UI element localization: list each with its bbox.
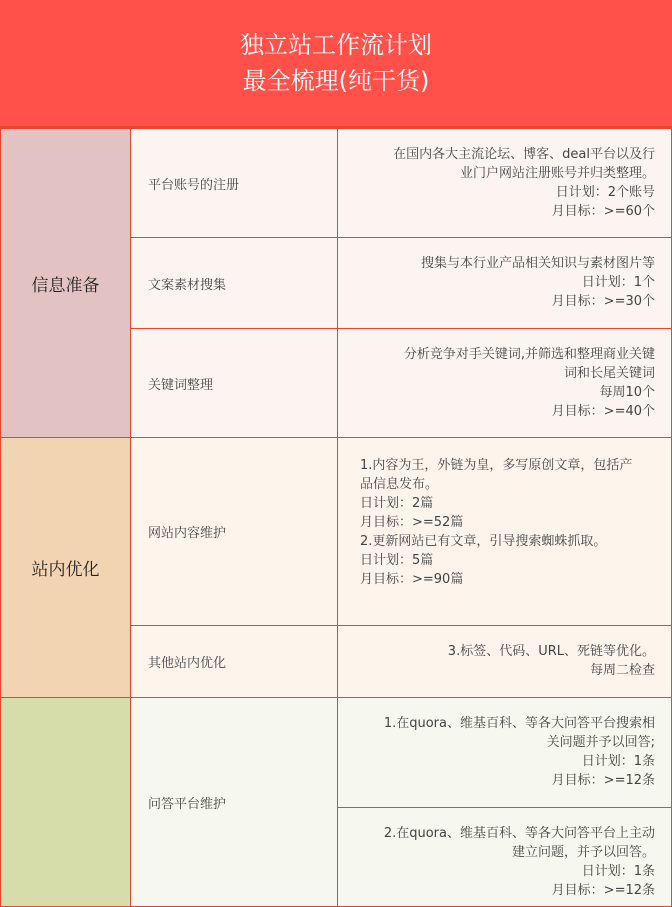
detail-line: 3.标签、代码、URL、死链等优化。	[447, 644, 655, 659]
detail-line: 日计划：5篇	[360, 553, 434, 568]
task-label: 关键词整理	[148, 377, 214, 393]
detail-other-onsite	[337, 625, 672, 698]
detail-line: 每周二检查	[589, 663, 655, 678]
task-account-registration	[130, 128, 338, 238]
category-offsite	[0, 697, 131, 907]
detail-line: 在国内各大主流论坛、博客、deal平台以及行	[393, 147, 655, 162]
detail-line: 月目标：>=12条	[551, 773, 655, 788]
detail-account-registration	[337, 128, 672, 238]
detail-copy-material	[337, 237, 672, 329]
detail-line: 月目标：>=52篇	[360, 515, 464, 530]
detail-line: 日计划：2个账号	[555, 185, 655, 200]
detail-line: 1.在quora、维基百科、等各大问答平台搜索相	[383, 716, 655, 731]
page-header	[0, 0, 672, 128]
detail-site-content	[337, 437, 672, 626]
detail-line: 搜集与本行业产品相关知识与素材图片等	[420, 256, 655, 271]
task-label: 其他站内优化	[148, 656, 227, 671]
detail-qa-answer	[337, 697, 672, 808]
detail-line: 每周10个	[599, 385, 655, 400]
task-site-content	[130, 437, 338, 626]
detail-line: 品信息发布。	[360, 477, 439, 492]
detail-line: 2.更新网站已有文章，引导搜索蜘蛛抓取。	[360, 534, 607, 549]
detail-line: 关问题并予以回答;	[546, 735, 655, 750]
detail-line: 业门户网站注册账号并归类整理。	[459, 166, 655, 181]
title-line-1: 独立站工作流计划	[240, 31, 432, 59]
detail-line: 日计划：2篇	[360, 496, 434, 511]
detail-line: 词和长尾关键词	[563, 366, 655, 381]
task-label: 文案素材搜集	[148, 277, 227, 293]
task-qa-platform	[130, 697, 338, 907]
task-label: 问答平台维护	[148, 796, 227, 812]
category-info-prep	[0, 128, 131, 438]
detail-line: 月目标：>=40个	[551, 404, 655, 419]
detail-line: 月目标：>=90篇	[360, 572, 464, 587]
category-label: 站内优化	[31, 560, 100, 580]
task-label: 平台账号的注册	[148, 177, 240, 193]
detail-line: 分析竞争对手关键词,并筛选和整理商业关键	[403, 347, 655, 362]
category-onsite-optimization	[0, 437, 131, 698]
detail-line: 1.内容为王，外链为皇，多写原创文章，包括产	[360, 458, 633, 473]
detail-keyword-sorting	[337, 328, 672, 438]
detail-line: 日计划：1个	[581, 275, 655, 290]
detail-line: 日计划：1条	[581, 864, 655, 879]
task-keyword-sorting	[130, 328, 338, 438]
detail-line: 2.在quora、维基百科、等各大问答平台上主动	[383, 826, 655, 841]
task-other-onsite	[130, 625, 338, 698]
detail-line: 月目标：>=60个	[551, 204, 655, 219]
task-copy-material	[130, 237, 338, 329]
title-line-2: 最全梳理(纯干货)	[242, 67, 430, 95]
detail-line: 月目标：>=30个	[551, 294, 655, 309]
detail-line: 日计划：1条	[581, 754, 655, 769]
detail-line: 建立问题，并予以回答。	[511, 845, 655, 860]
detail-line: 月目标：>=12条	[551, 883, 655, 898]
task-label: 网站内容维护	[148, 526, 227, 541]
category-label: 信息准备	[31, 275, 100, 296]
detail-qa-ask	[337, 807, 672, 907]
